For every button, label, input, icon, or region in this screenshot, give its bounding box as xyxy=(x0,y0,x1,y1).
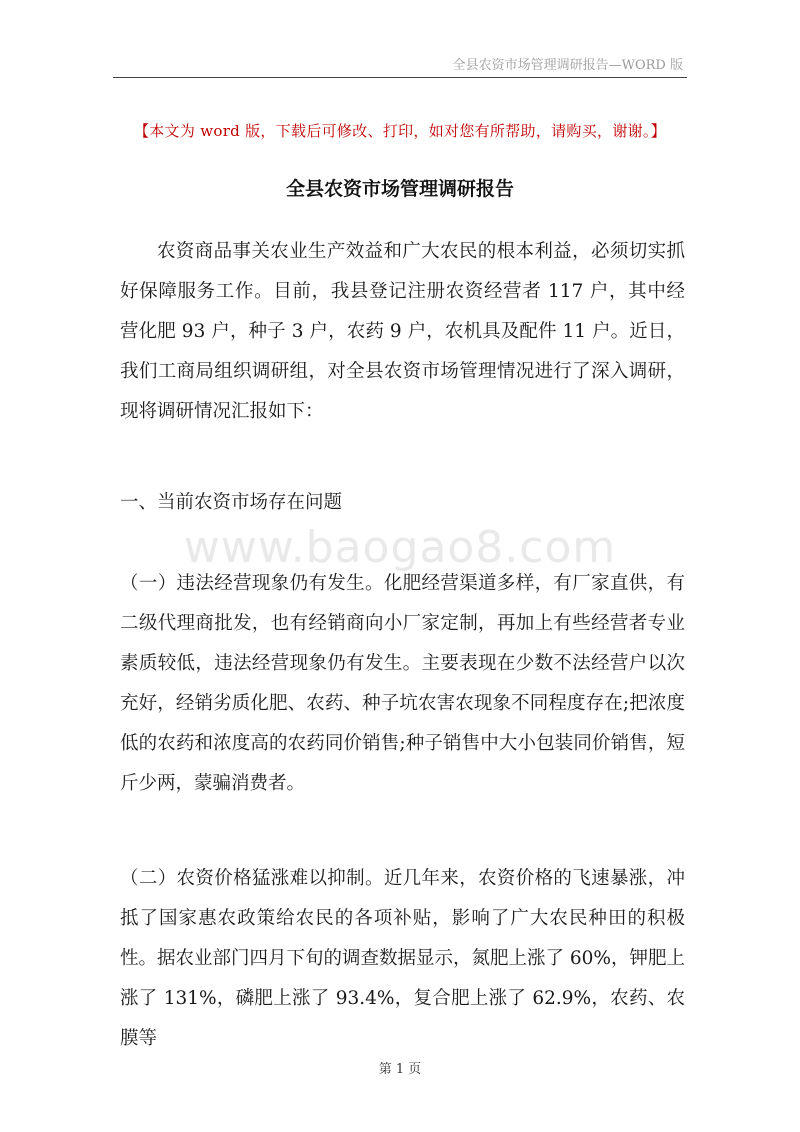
document-title: 全县农资市场管理调研报告 xyxy=(285,178,514,200)
item-1-paragraph: （一）违法经营现象仍有发生。化肥经营渠道多样，有厂家直供，有二级代理商批发，也有经销商向小厂家定制，再加上有些经营者专业素质较低，违法经营现象仍有发生。主要表现在少数不法经营户以次充好，经销劣质化肥、农药、种子坑农害农现象不同程度存在;把浓度低的农药和浓度高的农药同价销售;种子销售中大小包装同价销售，短斤少两，蒙骗消费者。 xyxy=(120,573,685,794)
page-number: 第 1 页 xyxy=(378,1062,422,1077)
header-divider xyxy=(113,77,687,78)
intro-paragraph: 农资商品事关农业生产效益和广大农民的根本利益，必须切实抓好保障服务工作。目前，我县登记注册农资经营者 117 户，其中经营化肥 93 户，种子 3 户，农药 9 户，农机具及配件 11 户。近日，我们工商局组织调研组，对全县农资市场管理情况进行了深入调研，现将调研情况汇报如下： xyxy=(120,241,685,422)
header-doc-label: 全县农资市场管理调研报告—WORD 版 xyxy=(452,58,683,73)
watermark-text: www.baogao8.com xyxy=(183,522,617,573)
section-heading-1: 一、当前农资市场存在问题 xyxy=(120,492,343,513)
purchase-notice: 【本文为 word 版，下载后可修改、打印，如对您有所帮助，请购买，谢谢。】 xyxy=(133,122,667,140)
item-2-paragraph: （二）农资价格猛涨难以抑制。近几年来，农资价格的飞速暴涨，冲抵了国家惠农政策给农民的各项补贴，影响了广大农民种田的积极性。据农业部门四月下旬的调查数据显示，氮肥上涨了 60%，钾肥上涨了 131%，磷肥上涨了 93.4%，复合肥上涨了 62.9%，农药、农膜等 xyxy=(120,868,686,1049)
